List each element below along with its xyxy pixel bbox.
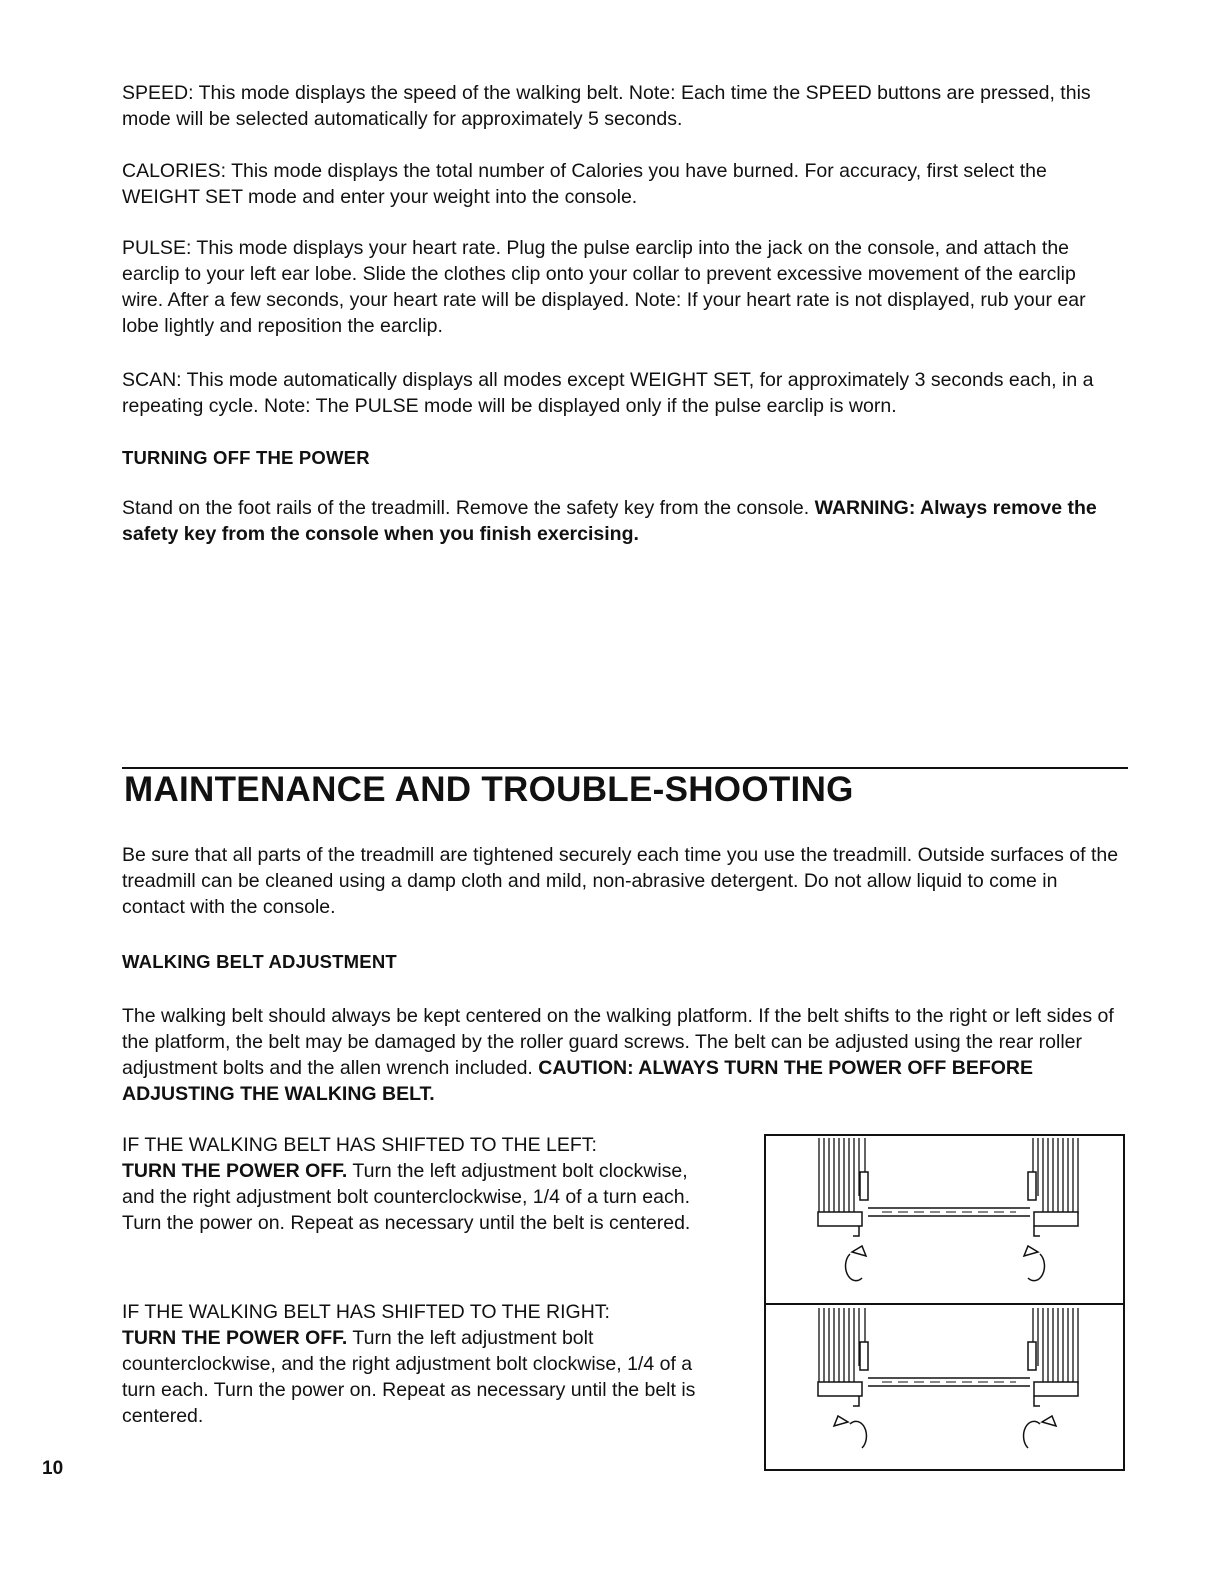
pulse-mode-text: PULSE: This mode displays your heart rate. Plug the pulse earclip into the jack on the console, and attach the earclip to your left ear lobe. Slide the clothes clip onto your collar to prevent excessive movement of the earclip wire. After a few seconds, your heart rate will be displayed. Note: If your heart rate is not displayed, rub your ear lobe lightly and reposition the earclip. bbox=[122, 237, 1086, 337]
section-title: MAINTENANCE AND TROUBLE-SHOOTING bbox=[124, 770, 854, 809]
scan-mode-text: SCAN: This mode automatically displays all modes except WEIGHT SET, for approximately 3 seconds each, in a repeating cycle. Note: The PULSE mode will be displayed only if the pulse earclip is worn. bbox=[122, 369, 1094, 417]
section-rule bbox=[122, 767, 1128, 769]
belt-caution: CAUTION: ALWAYS TURN THE POWER OFF BEFORE ADJUSTING THE WALKING BELT. bbox=[122, 1057, 1033, 1105]
belt-left-diagram bbox=[818, 1138, 1078, 1281]
page-number: 10 bbox=[42, 1458, 64, 1479]
power-off-heading: TURNING OFF THE POWER bbox=[122, 447, 370, 468]
belt-adjustment-figure bbox=[764, 1134, 1125, 1471]
speed-mode-text: SPEED: This mode displays the speed of the walking belt. Note: Each time the SPEED buttons are pressed, this mode will be selected automatically for approximately 5 seconds. bbox=[122, 82, 1091, 130]
shifted-right-instructions: IF THE WALKING BELT HAS SHIFTED TO THE RIGHT: TURN THE POWER OFF. Turn the left adjustment bolt counterclockwise, and the right adjustment bolt clockwise, 1/4 of a turn each. Turn the power on. Repeat as necessary until the belt is centered. bbox=[122, 1301, 696, 1427]
power-off-warning: WARNING: Always remove the safety key from the console when you finish exercising. bbox=[122, 497, 1097, 545]
belt-adjustment-text: The walking belt should always be kept centered on the walking platform. If the belt shifts to the right or left sides of the platform, the belt may be damaged by the roller guard screws. The belt can be adjusted using the rear roller adjustment bolts and the allen wrench included. CAUTION: ALWAYS TURN THE POWER OFF BEFORE ADJUSTING THE WALKING BELT. bbox=[122, 1005, 1114, 1105]
maintenance-intro: Be sure that all parts of the treadmill are tightened securely each time you use the treadmill. Outside surfaces of the treadmill can be cleaned using a damp cloth and mild, non-abrasive detergent. Do not allow liquid to come in contact with the console. bbox=[122, 844, 1119, 918]
belt-right-diagram bbox=[818, 1308, 1078, 1448]
power-off-text: Stand on the foot rails of the treadmill. Remove the safety key from the console. WARNING: Always remove the safety key from the console when you finish exercising. bbox=[122, 497, 1097, 545]
shifted-left-instructions: IF THE WALKING BELT HAS SHIFTED TO THE LEFT: TURN THE POWER OFF. Turn the left adjustment bolt clockwise, and the right adjustment bolt counterclockwise, 1/4 of a turn each. Turn the power on. Repeat as necessary until the belt is centered. bbox=[122, 1134, 691, 1234]
belt-adjustment-heading: WALKING BELT ADJUSTMENT bbox=[122, 951, 397, 972]
calories-mode-text: CALORIES: This mode displays the total number of Calories you have burned. For accuracy, first select the WEIGHT SET mode and enter your weight into the console. bbox=[122, 160, 1047, 208]
